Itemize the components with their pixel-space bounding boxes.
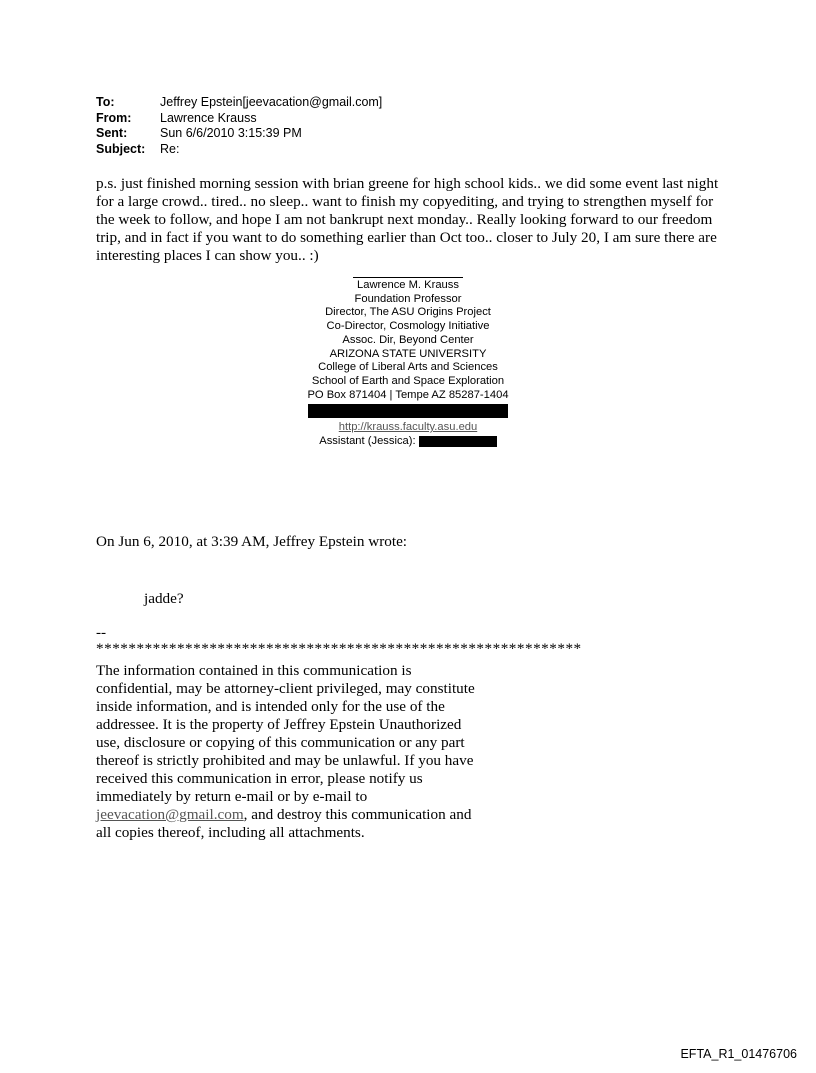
subject-row [96,142,382,158]
quoted-attribution: On Jun 6, 2010, at 3:39 AM, Jeffrey Epstein wrote: [96,533,408,550]
email-link[interactable]: jeevacation@gmail.com [96,806,244,823]
signature-line: Assoc. Dir, Beyond Center [342,333,474,346]
assistant-line [262,435,554,449]
subject-value: Re: [160,141,180,156]
separator-stars: ************************************************************ [96,640,582,657]
signature-line: Director, The ASU Origins Project [325,306,491,319]
signature-line: PO Box 871404 | Tempe AZ 85287-1404 [307,388,509,401]
signature-divider [353,277,463,278]
redaction-bar [308,404,508,418]
sent-row [96,126,382,142]
to-value: Jeffrey Epstein[jeevacation@gmail.com] [160,95,383,109]
quoted-reply: jadde? [144,590,184,607]
from-value: Lawrence Krauss [160,110,257,125]
disclaimer-text: The information contained in this communication is confidential, may be attorney-client privileged, may constitute inside information, and is intended only for the use of the addressee. It is the property of Jeffrey Epstein Unauthorized use, disclosure or copying of this communication or any part thereof is strictly prohibited and may be unlawful. If you have received this communication in error, please notify us immediately by return e-mail or by e-mail to [96,662,475,805]
sent-label: Sent: [96,126,128,140]
separator-dash: -- [96,624,107,641]
to-label: To: [96,95,115,109]
subject-label: Subject: [96,141,146,156]
signature-block [262,266,554,449]
faculty-url-link[interactable]: http://krauss.faculty.asu.edu [338,421,478,434]
signature-line: ARIZONA STATE UNIVERSITY [329,347,487,360]
signature-line: School of Earth and Space Exploration [311,374,505,387]
disclaimer-text-end: , and destroy this communication and all copies thereof, including all attachments. [96,806,472,841]
email-header [96,95,382,157]
document-id: EFTA_R1_01476706 [680,1047,797,1061]
signature-line: College of Liberal Arts and Sciences [318,361,498,374]
from-label: From: [96,110,132,125]
from-row [96,111,382,127]
message-body: p.s. just finished morning session with brian greene for high school kids.. we did some event last night for a large crowd.. tired.. no sleep.. want to finish my copyediting, and trying to strengthen myself for the week to follow, and hope I am not bankrupt next monday.. Really looking forward to our freedom trip, and in fact if you want to do something earlier than Oct too.. closer to July 20, I am sure there are interesting places I can show you.. :) [96,175,719,264]
assistant-label: Assistant (Jessica): [319,435,416,448]
sent-value: Sun 6/6/2010 3:15:39 PM [160,126,302,140]
redaction-bar [419,436,497,447]
signature-line: Lawrence M. Krauss [357,279,459,291]
to-row [96,95,382,111]
signature-line: Foundation Professor [354,292,462,305]
signature-line: Co-Director, Cosmology Initiative [326,320,490,333]
confidentiality-disclaimer [96,662,486,842]
